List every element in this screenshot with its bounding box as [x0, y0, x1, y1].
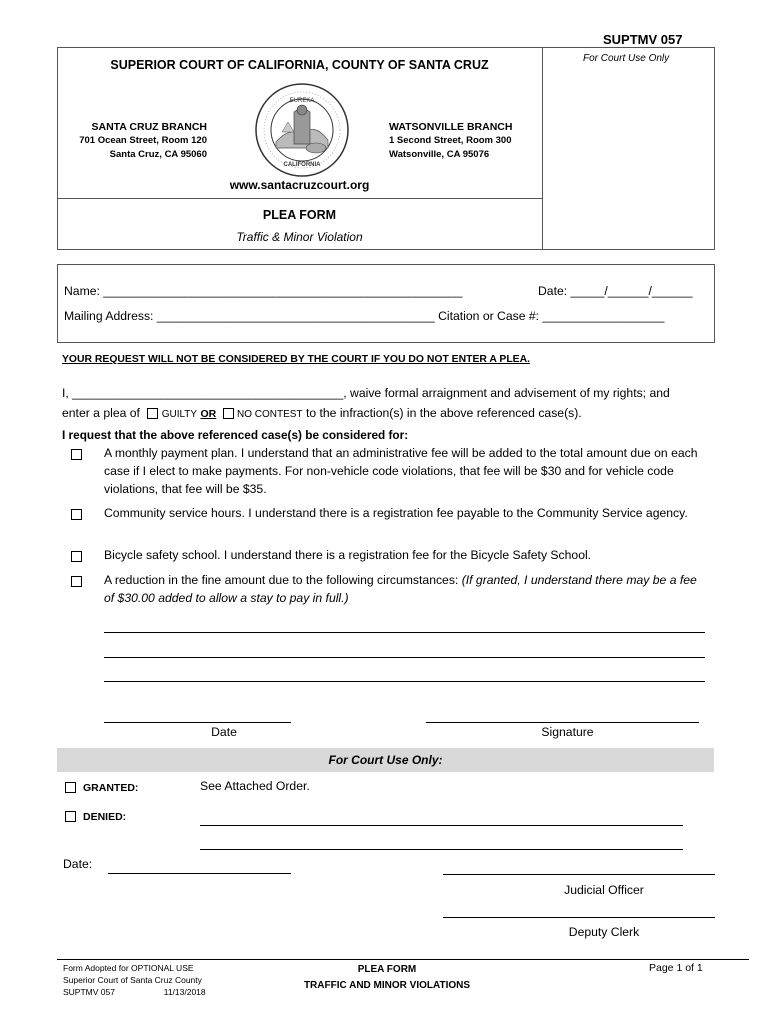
plea-line1: I, ________________________________________, waive formal arraignment and advisement of my rights; and [62, 386, 670, 400]
date-caption: Date [211, 725, 237, 739]
santa-cruz-branch-address1: 701 Ocean Street, Room 120 [79, 135, 207, 146]
svg-text:CALIFORNIA: CALIFORNIA [283, 162, 321, 168]
date-signature-line[interactable] [104, 722, 291, 723]
granted-label: GRANTED: [83, 782, 139, 794]
no-contest-checkbox[interactable] [223, 408, 234, 419]
denied-line-2[interactable] [200, 849, 683, 850]
guilty-label: GUILTY [161, 409, 198, 420]
denied-line-1[interactable] [200, 825, 683, 826]
signature-line[interactable] [426, 722, 699, 723]
circumstance-line-3[interactable] [104, 681, 705, 682]
mailing-address-field[interactable]: _________________________________________ [156, 309, 435, 323]
payment-plan-text: A monthly payment plan. I understand that an administrative fee will be added to the total amount due on each case if I elect to make payments. For non-vehicle code violations, that fee will be $30 and for vehicle code violations, that fee will be $35. [104, 446, 698, 496]
reduction-label: A reduction in the fine amount due to the following circumstances: [104, 573, 459, 587]
santa-cruz-branch-address2: Santa Cruz, CA 95060 [109, 149, 207, 160]
footer-left-line1: Form Adopted for OPTIONAL USE [63, 963, 194, 973]
guilty-checkbox[interactable] [147, 408, 158, 419]
community-service-text: Community service hours. I understand there is a registration fee payable to the Community Service agency. [104, 506, 688, 520]
date-field[interactable]: _____/______/______ [570, 284, 693, 298]
watsonville-branch-address2: Watsonville, CA 95076 [389, 149, 490, 160]
footer-left-line3 [63, 986, 206, 998]
fields-box [57, 264, 715, 343]
or-label: OR [200, 408, 217, 420]
footer-left-line2: Superior Court of Santa Cruz County [63, 975, 202, 985]
community-service-checkbox[interactable] [71, 509, 82, 520]
plea-line2 [62, 404, 582, 424]
form-title: PLEA FORM [262, 208, 337, 222]
page-number: Page 1 of 1 [649, 962, 703, 974]
bicycle-school-checkbox[interactable] [71, 551, 82, 562]
mailing-address-label: Mailing Address: [64, 309, 154, 323]
reduction-text [104, 571, 708, 607]
see-attached-order: See Attached Order. [200, 779, 310, 793]
signature-caption: Signature [541, 725, 594, 739]
date-row [538, 282, 693, 300]
court-name: SUPERIOR COURT OF CALIFORNIA, COUNTY OF SANTA CRUZ [110, 58, 489, 72]
deputy-clerk-line[interactable] [443, 917, 715, 918]
form-subtitle: Traffic & Minor Violation [236, 230, 363, 244]
request-heading: I request that the above referenced case(s) be considered for: [62, 428, 409, 442]
name-field[interactable]: _____________________________________________________ [103, 284, 463, 298]
footer-form-date: 11/13/2018 [163, 987, 206, 997]
citation-label: Citation or Case #: [438, 309, 540, 323]
bottom-date-line[interactable] [108, 873, 291, 874]
name-row [64, 282, 463, 300]
santa-cruz-branch [60, 120, 207, 162]
footer-form-id: SUPTMV 057 [63, 987, 115, 997]
plea-warning: YOUR REQUEST WILL NOT BE CONSIDERED BY THE COURT IF YOU DO NOT ENTER A PLEA. [62, 354, 530, 365]
santa-cruz-branch-name: SANTA CRUZ BRANCH [91, 121, 207, 133]
citation-field[interactable]: __________________ [542, 309, 665, 323]
no-contest-label: NO CONTEST [237, 409, 303, 420]
footer-center-line2: TRAFFIC AND MINOR VIOLATIONS [303, 980, 471, 991]
mailing-row [64, 307, 664, 325]
footer-center [280, 962, 494, 994]
watsonville-branch [389, 120, 539, 162]
svg-text:EUREKA: EUREKA [289, 98, 315, 104]
bottom-date-label: Date: [63, 857, 93, 871]
payment-plan-checkbox[interactable] [71, 449, 82, 460]
judicial-officer-label: Judicial Officer [564, 883, 644, 897]
california-seal-icon [254, 82, 350, 178]
form-id: SUPTMV 057 [603, 32, 683, 47]
watsonville-branch-address1: 1 Second Street, Room 300 [389, 135, 512, 146]
deputy-clerk-label: Deputy Clerk [568, 925, 640, 939]
header-divider-vertical [542, 47, 543, 249]
bicycle-school-text: Bicycle safety school. I understand there is a registration fee for the Bicycle Safety School. [104, 548, 592, 562]
granted-checkbox[interactable] [65, 782, 76, 793]
watsonville-branch-name: WATSONVILLE BRANCH [389, 121, 513, 133]
footer-left [63, 962, 206, 998]
reduction-checkbox[interactable] [71, 576, 82, 587]
circumstance-line-2[interactable] [104, 657, 705, 658]
enter-plea-label: enter a plea of [62, 406, 140, 420]
header-divider-horizontal [57, 198, 542, 199]
denied-checkbox[interactable] [65, 811, 76, 822]
footer-center-line1: PLEA FORM [357, 964, 417, 975]
court-use-bar: For Court Use Only: [57, 748, 714, 772]
denied-label: DENIED: [83, 811, 127, 823]
court-use-only-top: For Court Use Only [583, 53, 670, 64]
plea-tail: to the infraction(s) in the above referenced case(s). [305, 406, 582, 420]
judicial-officer-line[interactable] [443, 874, 715, 875]
footer-rule [57, 959, 749, 960]
circumstance-line-1[interactable] [104, 632, 705, 633]
name-label: Name: [64, 284, 100, 298]
website: www.santacruzcourt.org [229, 178, 370, 192]
reduction-note: (If granted, I understand there may be a fee of $30.00 added to allow a stay to pay in full.) [104, 573, 697, 605]
date-label: Date: [538, 284, 568, 298]
